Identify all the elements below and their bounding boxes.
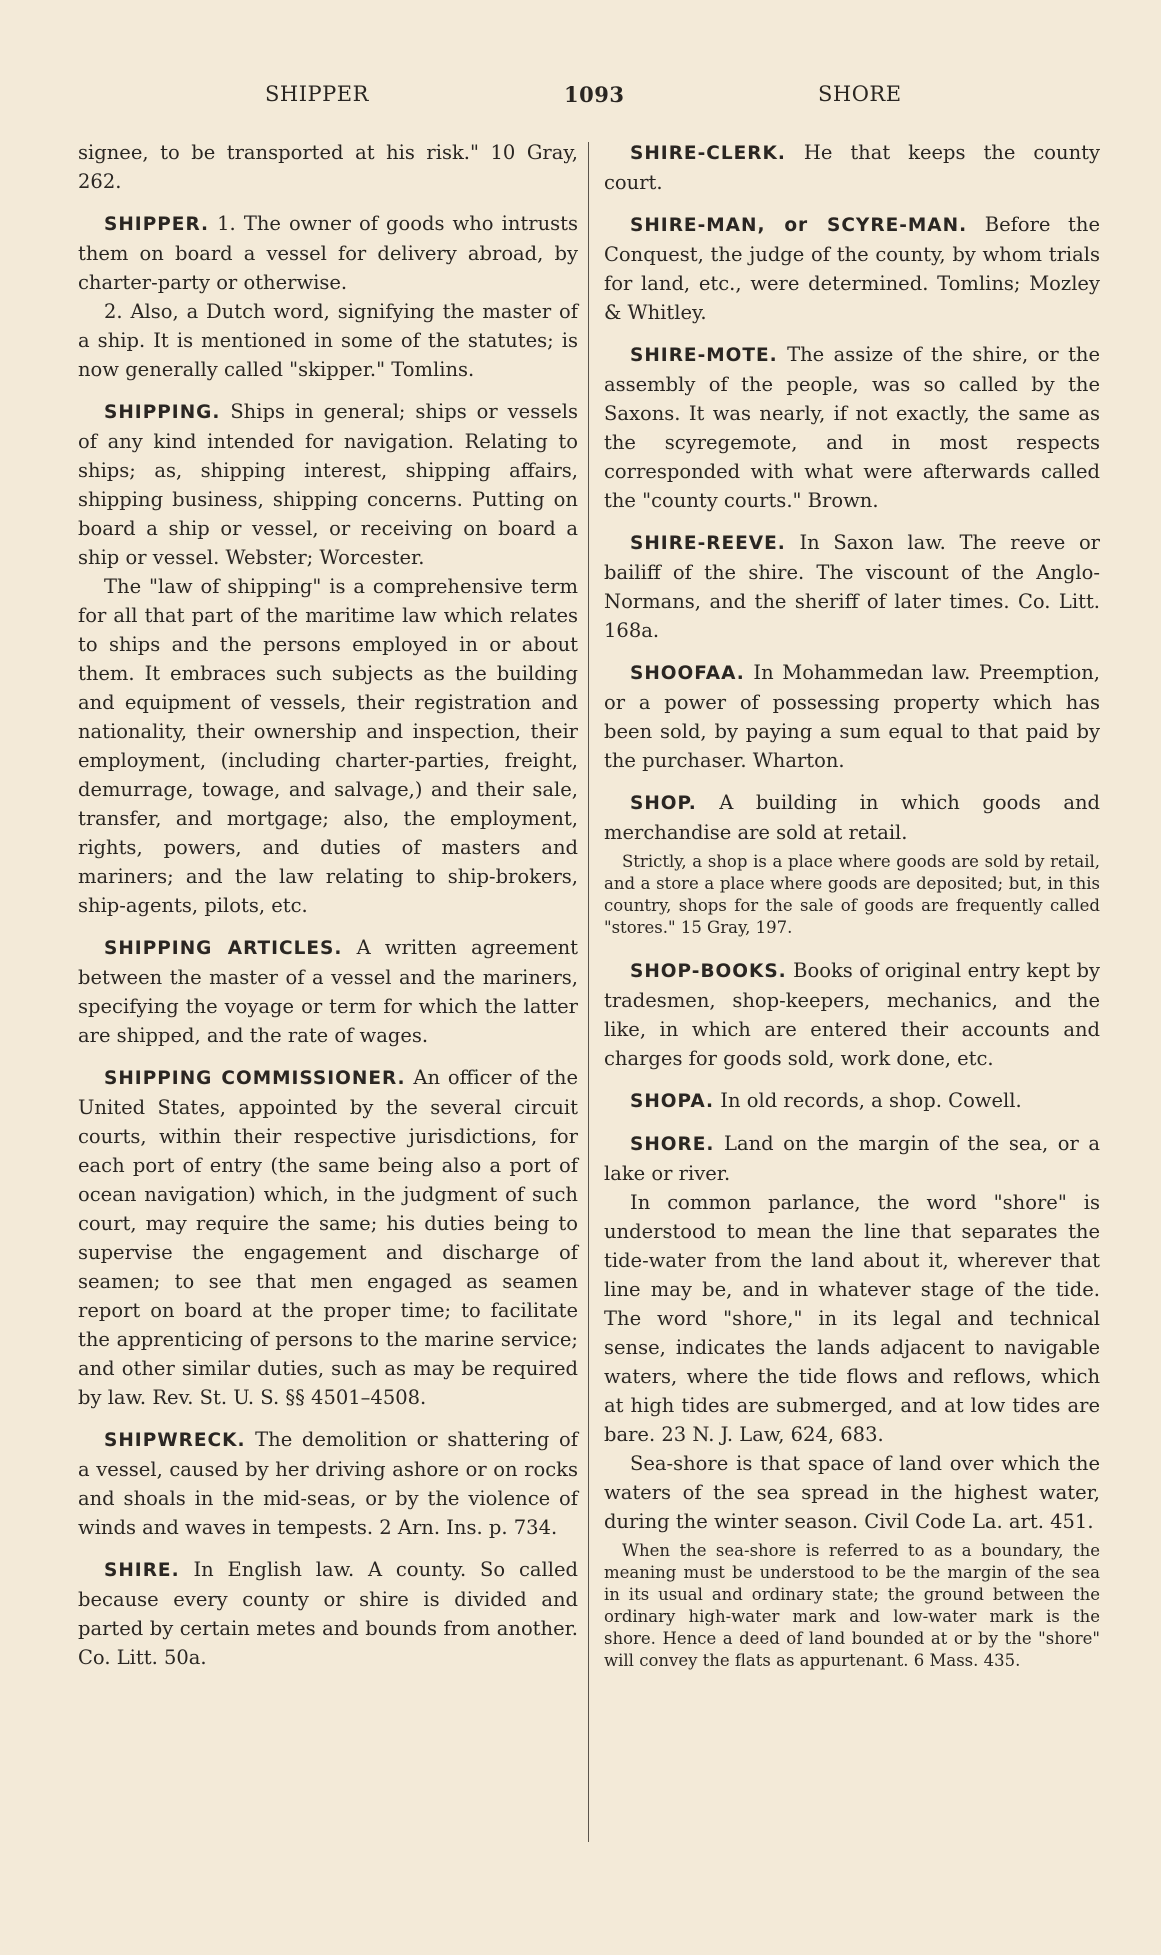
entry-headword: SHIRE-MAN, or SCYRE-MAN. [630,215,968,236]
entry-shop [604,788,1100,847]
entry-headword: SHIPPING. [104,402,221,423]
header-left-guide-word: SHIPPER [265,82,369,106]
entry-definition: A written agreement between the master of a vessel and the mariners, specifying the voyage or term for which the latter are shipped, and the rate of wages. [78,936,579,1047]
entry-definition: In English law. A county. So called because every county or shire is divided and parted by certain metes and bounds from another. Co. Litt. 50a. [78,1558,578,1669]
entry-paragraph: The "law of shipping" is a comprehensive term for all that part of the maritime law which relates to ships and the persons employed in or about them. It embraces such subjects as the building and equipment of vessels, their registration and nationality, their ownership and inspection, their employment, (including charter-parties, freight, demurrage, towage, and salvage,) and their sale, transfer, and mortgage; also, the employment, rights, powers, and duties of masters and mariners; and the law relating to ship-brokers, ship-agents, pilots, etc. [78,575,578,917]
entry-paragraph: 2. Also, a Dutch word, signifying the master of a ship. It is mentioned in some of the statutes; is now generally called "skipper." Tomlins. [78,300,578,381]
entry-shipping [78,397,578,572]
entry-shipping-articles [78,933,578,1050]
entry-headword: SHOOFAA. [630,663,745,684]
entry-shoofaa [604,658,1100,775]
entry-definition: In old records, a shop. Cowell. [714,1089,1022,1112]
entry-definition: The assize of the shire, or the assembly of the people, was so called by the Saxons. It was nearly, if not exactly, the same as the scyregemote, and in most respects corresponded with what were afterwards called the "county courts." Brown. [604,343,1100,512]
column-divider [588,142,589,1842]
entry-shop-books [604,956,1100,1073]
entry-headword: SHIRE-CLERK. [630,143,786,164]
entry-shore [604,1129,1100,1188]
entry-definition: A building in which goods and merchandise are sold at retail. [604,791,1100,844]
left-column [78,138,578,1672]
entry-definition: Books of original entry kept by tradesmen, shop-keepers, mechanics, and the like, in which are entered their accounts and charges for goods sold, work done, etc. [604,959,1100,1070]
entry-note: When the sea-shore is referred to as a boundary, the meaning must be understood to be the margin of the sea in its usual and ordinary state; the ground between the ordinary high-water mark and low-water mark is the shore. Hence a deed of land bounded at or by the "shore" will convey the flats as appurtenant. 6 Mass. 435. [604,1541,1100,1670]
entry-shire-reeve [604,528,1100,645]
entry-shire-clerk [604,138,1100,197]
entry-headword: SHIPPING ARTICLES. [104,938,343,959]
entry-shipping-commissioner [78,1063,578,1412]
entry-shipper [78,209,578,297]
entry-definition: Ships in general; ships or vessels of any kind intended for navigation. Relating to ships; as, shipping interest, shipping affairs, shipping business, shipping concerns. Putting on board a ship or vessel, or receiving on board a ship or vessel. Webster; Worcester. [78,400,578,569]
entry-headword: SHIRE-MOTE. [630,345,778,366]
entry-note: Strictly, a shop is a place where goods are sold by retail, and a store a place where goods are deposited; but, in this country, shops for the sale of goods are frequently called "stores." 15 Gray, 197. [604,852,1100,937]
entry-headword: SHIRE-REEVE. [630,533,786,554]
entry-headword: SHORE. [630,1134,715,1155]
entry-definition: He that keeps the county court. [604,141,1100,194]
entry-headword: SHIPPER. [104,214,210,235]
entry-headword: SHIPPING COMMISSIONER. [104,1068,406,1089]
entry-definition: Land on the margin of the sea, or a lake or river. [604,1132,1100,1185]
entry-headword: SHOP. [630,793,697,814]
entry-headword: SHOP-BOOKS. [630,961,787,982]
entry-shipwreck [78,1425,578,1542]
entry-definition: Before the Conquest, the judge of the county, by whom trials for land, etc., were determined. Tomlins; Mozley & Whitley. [604,213,1100,324]
entry-definition: The demolition or shattering of a vessel, caused by her driving ashore or on rocks and shoals in the mid-seas, or by the violence of winds and waves in tempests. 2 Arn. Ins. p. 734. [78,1428,578,1539]
entry-paragraph: In common parlance, the word "shore" is understood to mean the line that separates the tide-water from the land about it, wherever that line may be, and in whatever stage of the tide. The word "shore," in its legal and technical sense, indicates the lands adjacent to navigable waters, where the tide flows and reflows, which at high tides are submerged, and at low tides are bare. 23 N. J. Law, 624, 683. [604,1191,1100,1446]
entry-definition: In Saxon law. The reeve or bailiff of the shire. The viscount of the Anglo-Normans, and the sheriff of later times. Co. Litt. 168a. [604,531,1100,642]
entry-definition: An officer of the United States, appointed by the several circuit courts, within their respective jurisdictions, for each port of entry (the same being also a port of ocean navigation) which, in the judgment of such court, may require the same; his duties being to supervise the engagement and discharge of seamen; to see that men engaged as seamen report on board at the proper time; to facilitate the apprenticing of persons to the marine service; and other similar duties, such as may be required by law. Rev. St. U. S. §§ 4501–4508. [78,1066,578,1409]
entry-headword: SHIPWRECK. [104,1430,246,1451]
entry-shire [78,1555,578,1672]
entry-definition: 1. The owner of goods who intrusts them on board a vessel for delivery abroad, by charter-party or otherwise. [78,212,578,294]
entry-headword: SHOPA. [630,1091,715,1112]
right-column [604,138,1100,1672]
running-header [0,82,1161,112]
entry-paragraph: Sea-shore is that space of land over which the waters of the sea spread in the highest water, during the winter season. Civil Code La. art. 451. [604,1452,1100,1533]
entry-headword: SHIRE. [104,1560,180,1581]
entry-definition: In Mohammedan law. Preemption, or a power of possessing property which has been sold, by paying a sum equal to that paid by the purchaser. Wharton. [604,661,1100,772]
entry-shopa [604,1086,1100,1116]
entry-shire-mote [604,340,1100,515]
header-right-guide-word: SHORE [818,82,902,106]
page-number: 1093 [564,82,625,107]
continuation-text: signee, to be transported at his risk." 10 Gray, 262. [78,141,578,193]
entry-shire-man [604,210,1100,327]
